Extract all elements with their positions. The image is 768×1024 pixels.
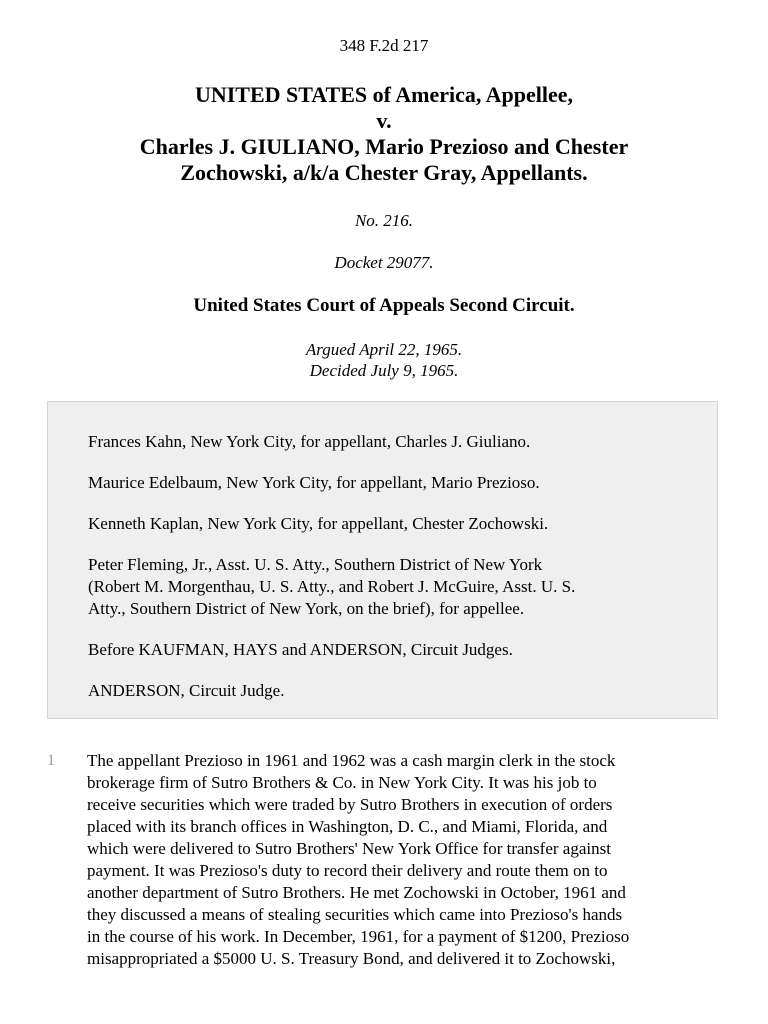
opinion-line: The appellant Prezioso in 1961 and 1962 was a cash margin clerk in the stock	[87, 751, 616, 770]
opinion-line: which were delivered to Sutro Brothers' New York Office for transfer against	[87, 839, 611, 858]
counsel-prezioso: Maurice Edelbaum, New York City, for appellant, Mario Prezioso.	[88, 473, 540, 492]
case-citation: 348 F.2d 217	[339, 36, 429, 55]
counsel-giuliano: Frances Kahn, New York City, for appellant, Charles J. Giuliano.	[88, 432, 531, 451]
counsel-appellee-line-3: Atty., Southern District of New York, on the brief), for appellee.	[88, 599, 525, 618]
court-name: United States Court of Appeals Second Circuit.	[193, 295, 575, 316]
opinion-line: in the course of his work. In December, 1961, for a payment of $1200, Prezioso	[87, 927, 630, 946]
case-caption	[60, 82, 708, 186]
counsel-box	[47, 401, 718, 719]
counsel-zochowski: Kenneth Kaplan, New York City, for appellant, Chester Zochowski.	[88, 514, 549, 533]
counsel-appellee-line-1: Peter Fleming, Jr., Asst. U. S. Atty., Southern District of New York	[88, 555, 543, 574]
case-number: No. 216.	[354, 211, 414, 230]
opinion-author: ANDERSON, Circuit Judge.	[88, 681, 285, 700]
opinion-line: another department of Sutro Brothers. He met Zochowski in October, 1961 and	[87, 883, 626, 902]
caption-appellants-line-1: Charles J. GIULIANO, Mario Prezioso and Chester	[139, 134, 629, 159]
paragraph-number: 1	[47, 752, 55, 769]
docket-number: Docket 29077.	[334, 253, 434, 272]
counsel-appellee-line-2: (Robert M. Morgenthau, U. S. Atty., and Robert J. McGuire, Asst. U. S.	[88, 577, 576, 596]
opinion-line: payment. It was Prezioso's duty to record their delivery and route them on to	[87, 861, 608, 880]
decided-date: Decided July 9, 1965.	[309, 361, 459, 380]
opinion-line: placed with its branch offices in Washington, D. C., and Miami, Florida, and	[87, 817, 608, 836]
caption-versus: v.	[376, 108, 392, 133]
argued-date: Argued April 22, 1965.	[305, 340, 463, 359]
opinion-line: receive securities which were traded by Sutro Brothers in execution of orders	[87, 795, 613, 814]
caption-appellants-line-2: Zochowski, a/k/a Chester Gray, Appellants.	[180, 160, 588, 185]
opinion-line: misappropriated a $5000 U. S. Treasury Bond, and delivered it to Zochowski,	[87, 949, 616, 968]
caption-appellee: UNITED STATES of America, Appellee,	[194, 82, 574, 107]
opinion-line: brokerage firm of Sutro Brothers & Co. in New York City. It was his job to	[87, 773, 597, 792]
judges-panel: Before KAUFMAN, HAYS and ANDERSON, Circuit Judges.	[88, 640, 513, 659]
opinion-line: they discussed a means of stealing securities which came into Prezioso's hands	[87, 905, 623, 924]
